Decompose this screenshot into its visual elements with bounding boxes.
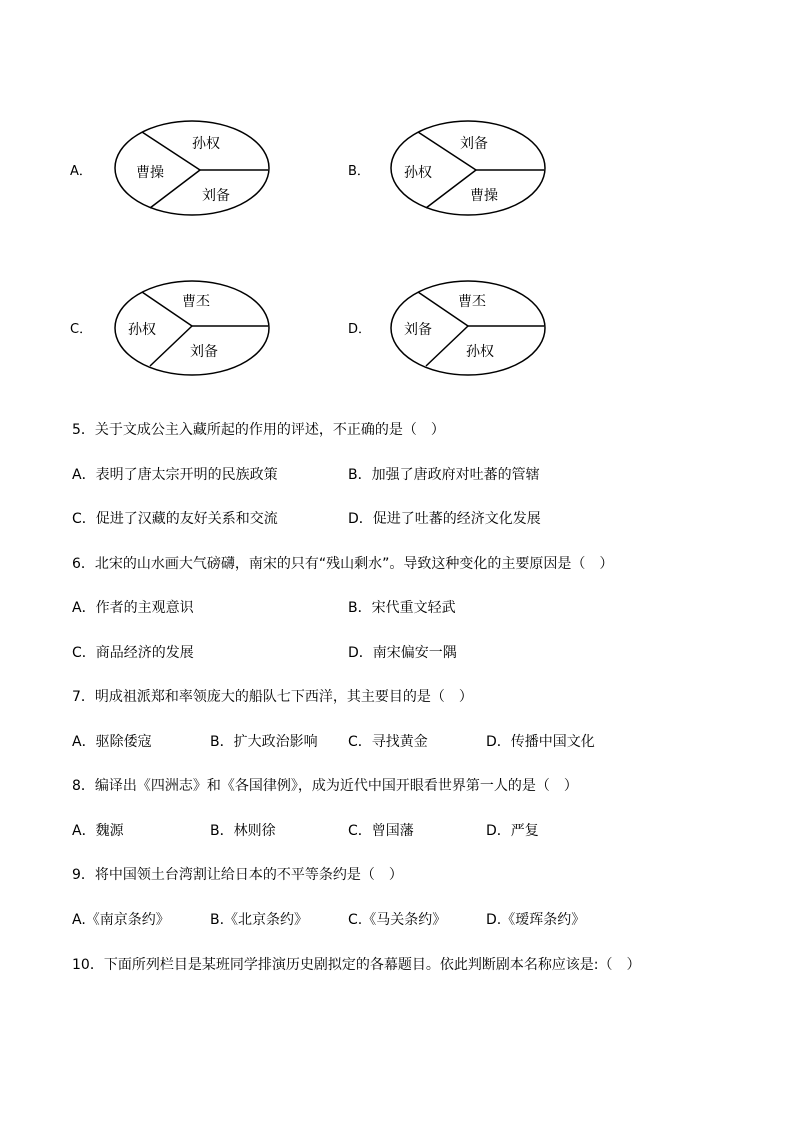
question-7-stem: 7．明成祖派郑和率领庞大的船队七下西洋，其主要目的是（ ） [72,689,473,705]
question-8-option-b: B．林则徐 [210,823,276,839]
option-label-d: D． [348,322,372,337]
diagram-b-bottom-label: 曹操 [470,188,498,204]
question-8-option-a: A．魏源 [72,823,124,839]
diagram-d-top-label: 曹丕 [458,294,486,310]
diagram-b-left-label: 孙权 [404,165,432,181]
question-5-option-b: B．加强了唐政府对吐蕃的管辖 [348,467,540,483]
question-7-option-c: C．寻找黄金 [348,734,428,750]
question-9-option-a: A.《南京条约》 [72,912,170,928]
question-5-stem: 5．关于文成公主入藏所起的作用的评述，不正确的是（ ） [72,422,445,438]
question-6-option-c: C．商品经济的发展 [72,645,194,661]
question-8-option-d: D．严复 [486,823,539,839]
question-6-stem: 6．北宋的山水画大气磅礴，南宋的只有“残山剩水”。导致这种变化的主要原因是（ ） [72,556,614,572]
diagram-a-top-label: 孙权 [192,136,220,152]
diagram-c-top-label: 曹丕 [182,294,210,310]
diagram-c-left-label: 孙权 [128,322,156,338]
option-label-a: A． [70,164,92,179]
question-5-option-a: A．表明了唐太宗开明的民族政策 [72,467,278,483]
option-label-b: B． [348,164,370,179]
diagram-a-left-label: 曹操 [136,165,164,181]
diagram-d-bottom-label: 孙权 [466,344,494,360]
question-7-option-d: D．传播中国文化 [486,734,595,750]
question-5-option-c: C．促进了汉藏的友好关系和交流 [72,511,278,527]
question-8-option-c: C．曾国藩 [348,823,414,839]
diagram-a-bottom-label: 刘备 [202,188,230,204]
diagram-d-left-label: 刘备 [404,322,432,338]
diagram-option-b [388,118,548,218]
question-9-option-c: C.《马关条约》 [348,912,447,928]
question-9-stem: 9．将中国领土台湾割让给日本的不平等条约是（ ） [72,867,403,883]
question-6-option-d: D．南宋偏安一隅 [348,645,457,661]
diagram-option-d [388,278,548,378]
question-6-option-a: A．作者的主观意识 [72,600,194,616]
diagram-b-top-label: 刘备 [460,136,488,152]
question-7-option-b: B．扩大政治影响 [210,734,318,750]
question-6-option-b: B．宋代重文轻武 [348,600,456,616]
option-label-c: C． [70,322,93,337]
diagram-c-bottom-label: 刘备 [190,344,218,360]
question-5-option-d: D．促进了吐蕃的经济文化发展 [348,511,541,527]
question-8-stem: 8．编译出《四洲志》和《各国律例》，成为近代中国开眼看世界第一人的是（ ） [72,778,578,794]
question-7-option-a: A．驱除倭寇 [72,734,152,750]
question-10-stem: 10．下面所列栏目是某班同学排演历史剧拟定的各幕题目。依此判断剧本名称应该是:（ ） [72,957,641,973]
question-9-option-d: D.《瑷珲条约》 [486,912,586,928]
diagram-option-c [112,278,272,378]
diagram-option-a [112,118,272,218]
question-9-option-b: B.《北京条约》 [210,912,309,928]
